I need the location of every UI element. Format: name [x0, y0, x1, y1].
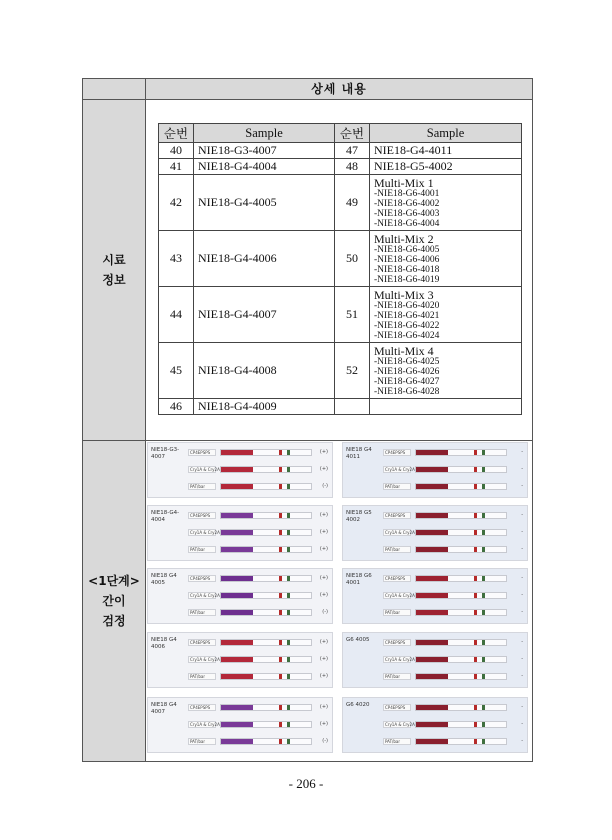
test-strip — [220, 592, 312, 599]
strip-test-band — [287, 610, 290, 615]
test-strip — [220, 529, 312, 536]
multi-mix-item: -NIE18-G6-4001 — [374, 188, 440, 199]
test-strip — [220, 512, 312, 519]
strip-label: CP4EPSPS — [383, 639, 411, 646]
multi-mix-item: -NIE18-G6-4005 — [374, 244, 440, 255]
sample-name: NIE18-G4-4006 — [194, 231, 335, 287]
strip-sample-pad — [221, 657, 253, 662]
strip-control-band — [279, 674, 282, 679]
handwritten-sample-tag: NIE18 G4 4006 — [151, 637, 177, 650]
row-no: 43 — [159, 231, 194, 287]
strip-sample-pad — [416, 576, 448, 581]
test-strip — [415, 512, 507, 519]
strip-label: CP4EPSPS — [383, 449, 411, 456]
strip-photo — [342, 442, 528, 498]
strip-control-band — [474, 513, 477, 518]
strip-result-mark: (+) — [319, 673, 328, 679]
strip-sample-pad — [221, 593, 253, 598]
sample-table — [158, 123, 522, 415]
test-strip — [415, 575, 507, 582]
strip-result-mark: (+) — [319, 529, 328, 535]
strip-result-mark: (-) — [322, 483, 328, 489]
multi-mix-item: -NIE18-G6-4025 — [374, 356, 440, 367]
strip-result-mark: - — [521, 546, 523, 552]
strip-test-band — [482, 547, 485, 552]
strip-label: PAT/bar — [383, 738, 411, 745]
test-strip — [220, 609, 312, 616]
strip-control-band — [279, 513, 282, 518]
sample-name: NIE18-G4-4007 — [194, 287, 335, 343]
strip-test-band — [287, 593, 290, 598]
strip-label: CP4EPSPS — [383, 575, 411, 582]
strip-test-band — [482, 593, 485, 598]
strip-sample-pad — [221, 530, 253, 535]
strip-label: PAT/bar — [188, 673, 216, 680]
multi-mix-item: -NIE18-G6-4022 — [374, 320, 440, 331]
col-header-sample-1: Sample — [194, 124, 335, 143]
strip-sample-pad — [416, 640, 448, 645]
strip-control-band — [279, 739, 282, 744]
multi-mix-item: -NIE18-G6-4024 — [374, 330, 440, 341]
strip-label: PAT/bar — [383, 546, 411, 553]
strip-sample-pad — [221, 610, 253, 615]
test-strip — [220, 449, 312, 456]
strip-result-mark: (+) — [319, 704, 328, 710]
strip-test-band — [482, 484, 485, 489]
test-strip — [220, 656, 312, 663]
strip-label: PAT/bar — [383, 609, 411, 616]
test-strip — [415, 483, 507, 490]
strip-control-band — [474, 593, 477, 598]
strip-result-mark: (+) — [319, 512, 328, 518]
strip-control-band — [474, 657, 477, 662]
strip-test-band — [482, 657, 485, 662]
strip-sample-pad — [221, 640, 253, 645]
strip-result-mark: (+) — [319, 721, 328, 727]
multi-mix-title: Multi-Mix 3 — [374, 287, 434, 302]
strip-sample-pad — [416, 547, 448, 552]
multi-mix-item: -NIE18-G6-4021 — [374, 310, 440, 321]
strip-test-band — [287, 530, 290, 535]
stage1-label-line2: 간이 — [102, 594, 126, 608]
row-no: 40 — [159, 143, 194, 159]
strip-label: PAT/bar — [188, 546, 216, 553]
row-no: 51 — [335, 287, 370, 343]
strip-sample-pad — [416, 610, 448, 615]
strip-control-band — [279, 467, 282, 472]
strip-result-mark: (+) — [319, 656, 328, 662]
strip-test-band — [482, 610, 485, 615]
strip-label: Cry1A & Cry2A — [385, 657, 415, 662]
strip-sample-pad — [416, 467, 448, 472]
multi-mix-item: -NIE18-G6-4019 — [374, 274, 440, 285]
test-strip — [415, 546, 507, 553]
test-strip — [220, 673, 312, 680]
strip-label: CP4EPSPS — [188, 639, 216, 646]
test-strip — [220, 721, 312, 728]
table-row — [159, 231, 522, 287]
strip-result-mark: - — [521, 609, 523, 615]
handwritten-sample-tag: NIE18-G3-4007 — [151, 447, 180, 460]
table-row — [159, 399, 522, 415]
strip-sample-pad — [416, 674, 448, 679]
strip-test-band — [482, 739, 485, 744]
header-corner-cell — [83, 79, 146, 100]
stage1-label — [83, 441, 146, 761]
strip-result-mark: - — [521, 466, 523, 472]
strip-control-band — [474, 467, 477, 472]
strip-label: PAT/bar — [188, 738, 216, 745]
strip-sample-pad — [221, 705, 253, 710]
sample-info-label-line1: 시료 — [102, 253, 126, 267]
strip-result-mark: (+) — [319, 575, 328, 581]
strip-sample-pad — [221, 484, 253, 489]
strip-test-band — [287, 705, 290, 710]
strip-result-mark: - — [521, 483, 523, 489]
table-row — [159, 143, 522, 159]
handwritten-sample-tag: G6 4020 — [346, 702, 370, 708]
strip-label: CP4EPSPS — [188, 704, 216, 711]
handwritten-sample-tag: NIE18 G6 4001 — [346, 573, 372, 586]
strip-control-band — [474, 610, 477, 615]
strip-sample-pad — [221, 450, 253, 455]
strip-label: Cry1A & Cry2A — [385, 593, 415, 598]
stage1-label-line3: 검정 — [102, 614, 126, 628]
strip-sample-pad — [416, 530, 448, 535]
strip-label: PAT/bar — [188, 483, 216, 490]
row-no: 49 — [335, 175, 370, 231]
strip-sample-pad — [416, 705, 448, 710]
strip-sample-pad — [416, 513, 448, 518]
strip-photo — [147, 442, 333, 498]
strip-result-mark: - — [521, 639, 523, 645]
strip-sample-pad — [221, 576, 253, 581]
row-no: 47 — [335, 143, 370, 159]
multi-mix-cell — [370, 231, 522, 287]
test-strip — [415, 721, 507, 728]
multi-mix-title: Multi-Mix 4 — [374, 343, 434, 358]
strip-sample-pad — [416, 484, 448, 489]
strip-label: Cry1A & Cry2A — [190, 722, 220, 727]
multi-mix-item: -NIE18-G6-4006 — [374, 254, 440, 265]
strip-result-mark: (+) — [319, 639, 328, 645]
strip-result-mark: - — [521, 449, 523, 455]
sample-name: NIE18-G4-4011 — [370, 143, 522, 159]
strip-label: CP4EPSPS — [188, 449, 216, 456]
multi-mix-item: -NIE18-G6-4003 — [374, 208, 440, 219]
strip-test-band — [482, 640, 485, 645]
strip-test-band — [482, 674, 485, 679]
row-no: 42 — [159, 175, 194, 231]
strip-sample-pad — [221, 674, 253, 679]
strip-test-band — [287, 722, 290, 727]
strip-control-band — [474, 530, 477, 535]
strip-label: Cry1A & Cry2A — [385, 467, 415, 472]
strip-control-band — [279, 640, 282, 645]
strip-test-band — [482, 467, 485, 472]
sample-name: NIE18-G4-4005 — [194, 175, 335, 231]
strip-control-band — [279, 705, 282, 710]
test-strip — [415, 592, 507, 599]
strip-result-mark: - — [521, 592, 523, 598]
row-no: 48 — [335, 159, 370, 175]
strip-result-mark: - — [521, 673, 523, 679]
strip-result-mark: - — [521, 721, 523, 727]
test-strip — [220, 466, 312, 473]
strip-photo — [147, 632, 333, 688]
strip-photo — [147, 505, 333, 561]
strip-control-band — [279, 530, 282, 535]
multi-mix-item: -NIE18-G6-4018 — [374, 264, 440, 275]
strip-label: CP4EPSPS — [383, 512, 411, 519]
col-header-no-1: 순번 — [159, 124, 194, 143]
strip-control-band — [279, 722, 282, 727]
strip-control-band — [279, 576, 282, 581]
test-strip — [415, 466, 507, 473]
multi-mix-cell — [370, 175, 522, 231]
strip-result-mark: - — [521, 738, 523, 744]
strip-control-band — [279, 547, 282, 552]
strip-label: Cry1A & Cry2A — [190, 657, 220, 662]
strip-label: PAT/bar — [188, 609, 216, 616]
strip-control-band — [474, 640, 477, 645]
strip-control-band — [474, 705, 477, 710]
test-strip — [220, 704, 312, 711]
table-row — [159, 343, 522, 399]
test-strip — [415, 656, 507, 663]
strip-test-band — [482, 530, 485, 535]
strip-result-mark: (+) — [319, 449, 328, 455]
strip-control-band — [279, 450, 282, 455]
test-strip — [415, 673, 507, 680]
strip-sample-pad — [221, 722, 253, 727]
strip-label: CP4EPSPS — [188, 575, 216, 582]
strip-control-band — [474, 547, 477, 552]
strip-label: Cry1A & Cry2A — [190, 593, 220, 598]
strip-sample-pad — [221, 467, 253, 472]
strip-sample-pad — [221, 513, 253, 518]
strip-control-band — [279, 610, 282, 615]
strip-test-band — [482, 576, 485, 581]
strip-photo — [342, 505, 528, 561]
strip-test-band — [287, 657, 290, 662]
strip-photo — [147, 568, 333, 624]
strip-label: Cry1A & Cry2A — [385, 722, 415, 727]
strip-sample-pad — [416, 739, 448, 744]
strip-test-band — [287, 513, 290, 518]
strip-photo — [147, 697, 333, 753]
sample-name — [370, 399, 522, 415]
strip-result-mark: - — [521, 575, 523, 581]
section-divider — [146, 440, 532, 441]
test-strip — [415, 449, 507, 456]
handwritten-sample-tag: NIE18 G4 4007 — [151, 702, 177, 715]
strip-result-mark: (+) — [319, 592, 328, 598]
multi-mix-item: -NIE18-G6-4020 — [374, 300, 440, 311]
test-strip — [220, 575, 312, 582]
row-no: 52 — [335, 343, 370, 399]
strip-test-band — [287, 576, 290, 581]
strip-test-band — [287, 739, 290, 744]
row-no: 45 — [159, 343, 194, 399]
strip-control-band — [474, 450, 477, 455]
sample-name: NIE18-G4-4008 — [194, 343, 335, 399]
strip-result-mark: (+) — [319, 466, 328, 472]
stage1-label-line1: <1단계> — [88, 574, 140, 588]
row-no: 44 — [159, 287, 194, 343]
multi-mix-title: Multi-Mix 1 — [374, 175, 434, 190]
strip-result-mark: - — [521, 512, 523, 518]
strip-sample-pad — [416, 722, 448, 727]
strip-control-band — [279, 593, 282, 598]
sample-info-label — [83, 100, 146, 441]
test-strip — [415, 704, 507, 711]
strip-test-band — [482, 705, 485, 710]
table-row — [159, 287, 522, 343]
test-strip — [415, 639, 507, 646]
strip-control-band — [474, 484, 477, 489]
strip-result-mark: (+) — [319, 546, 328, 552]
strip-label: CP4EPSPS — [383, 704, 411, 711]
row-no: 46 — [159, 399, 194, 415]
multi-mix-item: -NIE18-G6-4028 — [374, 386, 440, 397]
sample-name: NIE18-G5-4002 — [370, 159, 522, 175]
sample-info-label-line2: 정보 — [102, 273, 126, 287]
strip-test-band — [482, 513, 485, 518]
strip-label: CP4EPSPS — [188, 512, 216, 519]
handwritten-sample-tag: G6 4005 — [346, 637, 370, 643]
detail-header: 상세 내용 — [146, 79, 532, 100]
strip-sample-pad — [221, 547, 253, 552]
strip-test-band — [287, 450, 290, 455]
test-strip — [415, 529, 507, 536]
strip-test-band — [482, 450, 485, 455]
strip-label: Cry1A & Cry2A — [190, 467, 220, 472]
multi-mix-cell — [370, 287, 522, 343]
multi-mix-item: -NIE18-G6-4026 — [374, 366, 440, 377]
strip-photo — [342, 697, 528, 753]
strip-control-band — [474, 739, 477, 744]
test-strip — [415, 609, 507, 616]
handwritten-sample-tag: NIE18 G4 4011 — [346, 447, 372, 460]
test-strip — [220, 483, 312, 490]
col-header-no-2: 순번 — [335, 124, 370, 143]
test-strip — [415, 738, 507, 745]
strip-control-band — [279, 484, 282, 489]
strip-control-band — [474, 722, 477, 727]
row-no: 50 — [335, 231, 370, 287]
sample-name: NIE18-G4-4004 — [194, 159, 335, 175]
strip-test-band — [287, 547, 290, 552]
sample-table-header — [159, 124, 522, 143]
row-no — [335, 399, 370, 415]
strip-label: Cry1A & Cry2A — [190, 530, 220, 535]
test-strip — [220, 639, 312, 646]
strip-label: PAT/bar — [383, 483, 411, 490]
strip-result-mark: (-) — [322, 609, 328, 615]
table-row — [159, 159, 522, 175]
strip-label: PAT/bar — [383, 673, 411, 680]
col-header-sample-2: Sample — [370, 124, 522, 143]
handwritten-sample-tag: NIE18 G4 4005 — [151, 573, 177, 586]
strip-sample-pad — [416, 657, 448, 662]
multi-mix-title: Multi-Mix 2 — [374, 231, 434, 246]
strip-photo — [342, 632, 528, 688]
strip-label: Cry1A & Cry2A — [385, 530, 415, 535]
strip-result-mark: - — [521, 529, 523, 535]
strip-result-mark: - — [521, 704, 523, 710]
strip-test-band — [287, 467, 290, 472]
strip-result-mark: - — [521, 656, 523, 662]
page-number: - 206 - — [288, 776, 324, 791]
row-no: 41 — [159, 159, 194, 175]
strip-control-band — [474, 674, 477, 679]
table-row — [159, 175, 522, 231]
strip-control-band — [279, 657, 282, 662]
strip-photo — [342, 568, 528, 624]
multi-mix-item: -NIE18-G6-4002 — [374, 198, 440, 209]
strip-test-band — [287, 484, 290, 489]
strip-sample-pad — [416, 450, 448, 455]
test-strip — [220, 546, 312, 553]
handwritten-sample-tag: NIE18-G4-4004 — [151, 510, 180, 523]
sample-name: NIE18-G3-4007 — [194, 143, 335, 159]
multi-mix-item: -NIE18-G6-4004 — [374, 218, 440, 229]
strip-sample-pad — [221, 739, 253, 744]
multi-mix-cell — [370, 343, 522, 399]
handwritten-sample-tag: NIE18 G5 4002 — [346, 510, 372, 523]
strip-control-band — [474, 576, 477, 581]
strip-test-band — [287, 640, 290, 645]
strip-sample-pad — [416, 593, 448, 598]
sample-name: NIE18-G4-4009 — [194, 399, 335, 415]
strip-test-band — [287, 674, 290, 679]
strip-result-mark: (-) — [322, 738, 328, 744]
strip-test-band — [482, 722, 485, 727]
test-strip — [220, 738, 312, 745]
multi-mix-item: -NIE18-G6-4027 — [374, 376, 440, 387]
